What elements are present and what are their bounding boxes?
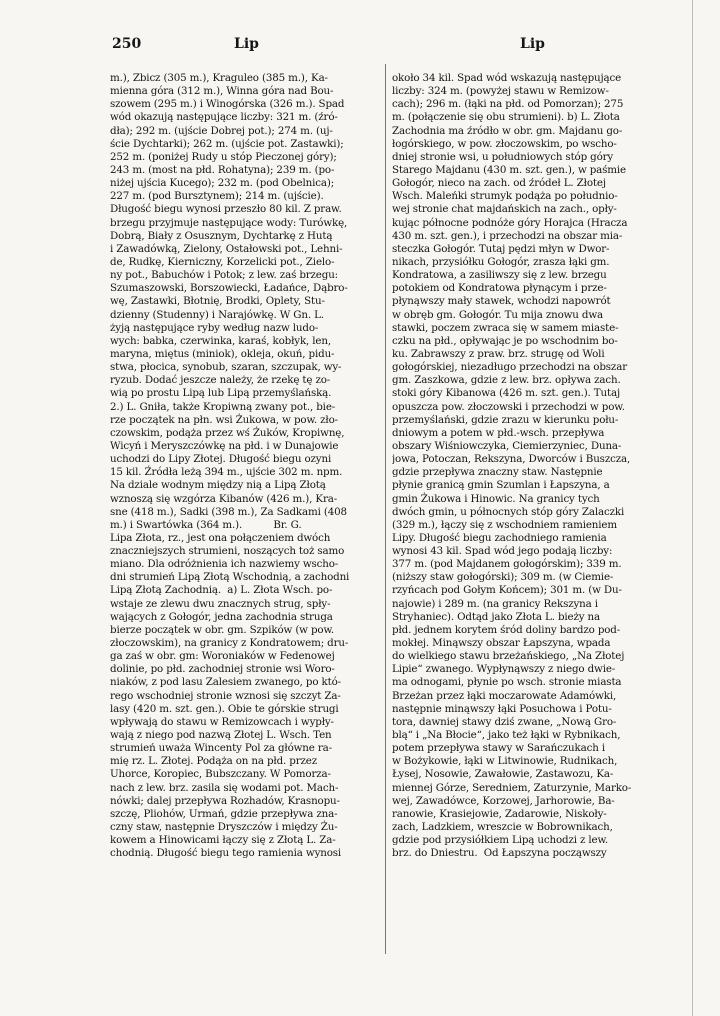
text-line: ku. Zabrawszy z praw. brz. strugę od Woli [392, 347, 605, 360]
text-line: Na dziale wodnym między nią a Lipą Złotą [110, 479, 326, 492]
text-line: Łysej, Nosowie, Zawałowie, Zastawozu, Ka- [392, 768, 614, 781]
text-line: czku na płd., opływając je po wschodnim bo- [392, 334, 618, 347]
text-line: Lipie“ zwanego. Wypłynąwszy z niego dwie- [392, 663, 616, 676]
left-text-column [110, 72, 380, 972]
text-line: dolinie, po płd. zachodniej stronie wsi Woro- [110, 663, 335, 676]
text-line: nach z lew. brz. zasila się wodami pot. Mach- [110, 781, 339, 794]
page-number: 250 [112, 36, 142, 52]
text-line: czny staw, następnie Dryszczów i między Żu- [110, 821, 338, 834]
text-line: wych: babka, czerwinka, karaś, kobłyk, len, [110, 334, 331, 347]
text-line: brz. do Dniestru. Od Łapszyna począwszy [392, 847, 607, 860]
text-line: rzyńcach pod Gołym Końcem); 301 m. (w Du- [392, 584, 622, 597]
text-line: wę, Zastawki, Błotnię, Brodki, Oplety, Stu- [110, 295, 325, 308]
text-line: ranowie, Krasiejowie, Zadarowie, Niskoły- [392, 807, 607, 820]
text-line: miennej Górze, Seredniem, Zaturzynie, Marko- [392, 781, 632, 794]
text-line: kując północne podnóże góry Horajca (Hracza [392, 216, 628, 229]
text-line: 377 m. (pod Majdanem gołogórskim); 339 m. [392, 558, 622, 571]
text-line: wających z Gołogór, jedna zachodnia struga [110, 610, 333, 623]
text-line: następnie minąwszy łąki Posuchowa i Potu- [392, 702, 612, 715]
text-line: rego wschodniej stronie wznosi się szczyt Za- [110, 689, 341, 702]
text-line: (niższy staw gołogórski); 309 m. (w Ciemie- [392, 571, 614, 584]
text-line: dniowym a potem w płd.-wsch. przepływa [392, 426, 605, 439]
text-line: uchodzi do Lipy Złotej. Długość biegu ozyni [110, 453, 332, 466]
text-line: najowie) i 289 m. (na granicy Rekszyna i [392, 597, 598, 610]
text-line: gmin Żukowa i Hinowic. Na granicy tych [392, 492, 600, 505]
text-line: do wielkiego stawu brzeżańskiego, „Na Złotej [392, 650, 625, 663]
text-line: potem przepływa stawy w Sarańczukach i [392, 742, 605, 755]
text-line: Szumaszowski, Borszowiecki, Ładańce, Dąbro- [110, 282, 348, 295]
text-line: wej stronie chat majdańskich na zach., opły- [392, 203, 617, 216]
text-line: ny pot., Babuchów i Potok; z lew. zaś brzegu: [110, 269, 338, 282]
text-line: brzegu przyjmuje następujące wody: Turówkę, [110, 216, 348, 229]
text-line: w obręb gm. Gołogór. Tu mija znowu dwa [392, 308, 604, 321]
text-line: gdzie pod przysiółkiem Lipą uchodzi z lew. [392, 834, 609, 847]
text-line: rze początek na płn. wsi Żukowa, w pow. zło- [110, 413, 338, 426]
text-line: zach, Ladzkiem, wreszcie w Bobrownikach, [392, 821, 613, 834]
text-line: Brzeżan przez łąki moczarowate Adamówki, [392, 689, 617, 702]
text-line: stoki góry Kibanowa (426 m. szt. gen.). Tutaj [392, 387, 621, 400]
text-line: i Zawadówką, Zielony, Ostałowski pot., Lehni- [110, 242, 343, 255]
text-line: chodnią. Długość biegu tego ramienia wynosi [110, 847, 342, 860]
text-line: niżej ujścia Kucego); 232 m. (pod Obelnica); [110, 177, 335, 190]
text-line: wód okazują następujące liczby: 321 m. (źró- [110, 111, 338, 124]
text-line: (329 m.), łączy się z wschodniem ramieniem [392, 518, 617, 531]
text-line: mienna góra (312 m.), Winna góra nad Bou- [110, 85, 334, 98]
text-line: liczby: 324 m. (powyżej stawu w Remizow- [392, 85, 609, 98]
text-line: około 34 kil. Spad wód wskazują następujące [392, 72, 622, 84]
text-line: miano. Dla odróżnienia ich nazwiemy wscho- [110, 558, 339, 571]
text-line: wią po prostu Lipą lub Lipą przemyślańską. [110, 387, 332, 400]
text-line: stwa, płocica, synobub, szaran, szczupak, wy- [110, 361, 342, 374]
text-line: opuszcza pow. złoczowski i przechodzi w pow. [392, 400, 625, 413]
text-line: strumień uważa Wincenty Pol za główne ra- [110, 742, 332, 755]
text-line: nówki; dalej przepływa Rozhadów, Krasnopu- [110, 794, 340, 807]
text-line: potokiem od Kondratowa płynącym i prze- [392, 282, 607, 295]
text-line: cach); 296 m. (łąki na płd. od Pomorzan); 275 [392, 98, 624, 111]
text-line: Uhorce, Koropiec, Bubszczany. W Pomorza- [110, 768, 331, 781]
text-line: 2.) L. Gniła, także Kropiwną zwany pot., bie- [110, 400, 336, 413]
left-running-title: Lip [234, 36, 259, 52]
text-line: Dobrą, Biały z Osusznym, Dychtarkę z Hutą [110, 229, 333, 242]
text-line: m.) i Swartówka (364 m.). Br. G. [110, 518, 302, 531]
text-line: wstaje ze zlewu dwu znacznych strug, spły- [110, 597, 331, 610]
text-line: obszary Wiśniowczyka, Ciemierzyniec, Duna- [392, 439, 622, 452]
text-line: gm. Zaszkowa, gdzie z lew. brz. opływa zach. [392, 374, 621, 387]
text-line: szczę, Pliohów, Urmań, gdzie przepływa zna- [110, 807, 338, 820]
text-line: dła); 292 m. (ujście Dobrej pot.); 274 m. (uj- [110, 124, 333, 137]
text-line: wają z niego pod nazwą Złotej L. Wsch. Ten [110, 729, 332, 742]
text-line: Zachodnia ma źródło w obr. gm. Majdanu go- [392, 124, 623, 137]
text-line: wznoszą się wzgórza Kibanów (426 m.), Kra- [110, 492, 338, 505]
text-line: Kondratowa, a zasiliwszy się z lew. brzegu [392, 269, 607, 282]
text-line: maryna, miętus (miniok), okleja, okuń, pidu- [110, 347, 335, 360]
text-line: blą“ i „Na Błocie“, jako też łąki w Rybnikach, [392, 729, 621, 742]
text-line: ryzub. Dodać jeszcze należy, że rzekę tę zo- [110, 374, 331, 387]
text-line: niaków, z pod lasu Zalesiem zwanego, po któ- [110, 676, 341, 689]
text-line: w Bożykowie, łąki w Litwinowie, Rudnikach, [392, 755, 618, 768]
text-line: przemyślański, gdzie zrazu w kierunku połu- [392, 413, 619, 426]
text-line: wpływają do stawu w Remizowcach i wypły- [110, 715, 334, 728]
text-line: m. (połączenie się obu strumieni). b) L. Złota [392, 111, 620, 124]
text-line: Lipą Złotą Zachodnią. a) L. Złota Wsch. po- [110, 584, 333, 597]
text-line: nikach, przysiółku Gołogór, zrasza łąki gm. [392, 255, 610, 268]
text-line: 430 m. szt. gen.), i przechodzi na obszar mia- [392, 229, 623, 242]
text-line: płd. jednem korytem śród doliny bardzo pod- [392, 623, 621, 636]
text-line: gdzie przepływa znaczny staw. Następnie [392, 466, 603, 479]
text-line: lasy (420 m. szt. gen.). Obie te górskie strugi [110, 702, 339, 715]
text-line: 252 m. (poniżej Rudy u stóp Pieczonej góry); [110, 150, 337, 163]
text-line: żyją następujące ryby według nazw ludo- [110, 321, 319, 334]
text-line: mię rz. L. Złotej. Podąża on na płd. przez [110, 755, 318, 768]
text-line: dni strumień Lipą Złotą Wschodnią, a zachodni [110, 571, 350, 584]
text-line: jowa, Potoczan, Rekszyna, Dworców i Buszcza, [392, 453, 631, 466]
text-line: łogórskiego, w pow. złoczowskim, po wscho- [392, 137, 617, 150]
text-line: 243 m. (most na płd. Rohatyna); 239 m. (po- [110, 163, 335, 176]
text-line: dniej stronie wsi, u południowych stóp góry [392, 150, 614, 163]
text-line: gołogórskiej, niezadługo przechodzi na obszar [392, 361, 627, 374]
text-line: Lipy. Długość biegu zachodniego ramienia [392, 531, 607, 544]
running-header [112, 36, 672, 58]
page-edge-line [692, 0, 693, 1016]
right-text-column [392, 72, 662, 972]
text-line: dzienny (Studenny) i Narajówkę. W Gn. L. [110, 308, 324, 321]
text-line: czowskim, podąża przez wś Żuków, Kropiwnę, [110, 426, 345, 439]
right-running-title: Lip [520, 36, 545, 52]
column-divider [385, 64, 386, 954]
text-line: Gołogór, nieco na zach. od źródeł L. Złotej [392, 177, 606, 190]
text-line: dwóch gmin, u północnych stóp góry Zalaczki [392, 505, 625, 518]
text-line: szowem (295 m.) i Winogórska (326 m.). Spad [110, 98, 345, 111]
text-line: stawki, poczem zwraca się w samem miaste- [392, 321, 619, 334]
text-line: płynąwszy mały stawek, wchodzi napowrót [392, 295, 611, 308]
text-line: złoczowskim), na granicy z Kondratowem; dru- [110, 637, 349, 650]
text-line: Wicyń i Meryszczówkę na płd. i w Dunajowie [110, 439, 339, 452]
text-line: Stryhaniec). Odtąd jako Złota L. bieży na [392, 610, 601, 623]
text-line: ma odnogami, płynie po wsch. stronie miasta [392, 676, 622, 689]
text-line: Lipa Złota, rz., jest ona połączeniem dwóch [110, 531, 331, 544]
text-line: 15 kil. Źródła leżą 394 m., ujście 302 m. npm. [110, 466, 343, 479]
text-line: steczka Gołogór. Tutaj pędzi młyn w Dwor- [392, 242, 610, 255]
text-line: de, Rudkę, Kierniczny, Korzelicki pot., Zielo- [110, 255, 335, 268]
text-line: Długość biegu wynosi przeszło 80 kil. Z praw. [110, 203, 342, 216]
text-line: ście Dychtarki); 262 m. (ujście pot. Zastawki); [110, 137, 344, 150]
text-line: sne (418 m.), Sadki (398 m.), Za Sadkami (408 [110, 505, 347, 518]
text-line: bierze początek w obr. gm. Szpików (w pow. [110, 623, 335, 636]
text-line: m.), Zbicz (305 m.), Kraguleo (385 m.), Ka- [110, 72, 328, 84]
text-line: Starego Majdanu (430 m. szt. gen.), w paśmie [392, 163, 627, 176]
text-line: tora, dawniej stawy dziś zwane, „Nową Gro- [392, 715, 617, 728]
text-line: kowem a Hinowicami łączy się z Złotą L. Za- [110, 834, 336, 847]
text-line: Wsch. Maleńki strumyk podąża po południo- [392, 190, 618, 203]
text-line: znaczniejszych strumieni, noszących toż samo [110, 545, 345, 558]
text-line: wej, Zawadówce, Korzowej, Jarhorowie, Ba- [392, 794, 615, 807]
text-line: 227 m. (pod Bursztynem); 214 m. (ujście). [110, 190, 324, 203]
text-line: płynie granicą gmin Szumlan i Łapszyna, a [392, 479, 610, 492]
text-line: mokłej. Minąwszy obszar Łapszyna, wpada [392, 637, 611, 650]
text-line: wynosi 43 kil. Spad wód jego podają liczby: [392, 545, 613, 558]
text-line: ga zaś w obr. gm: Woroniaków w Fedenowej [110, 650, 335, 663]
